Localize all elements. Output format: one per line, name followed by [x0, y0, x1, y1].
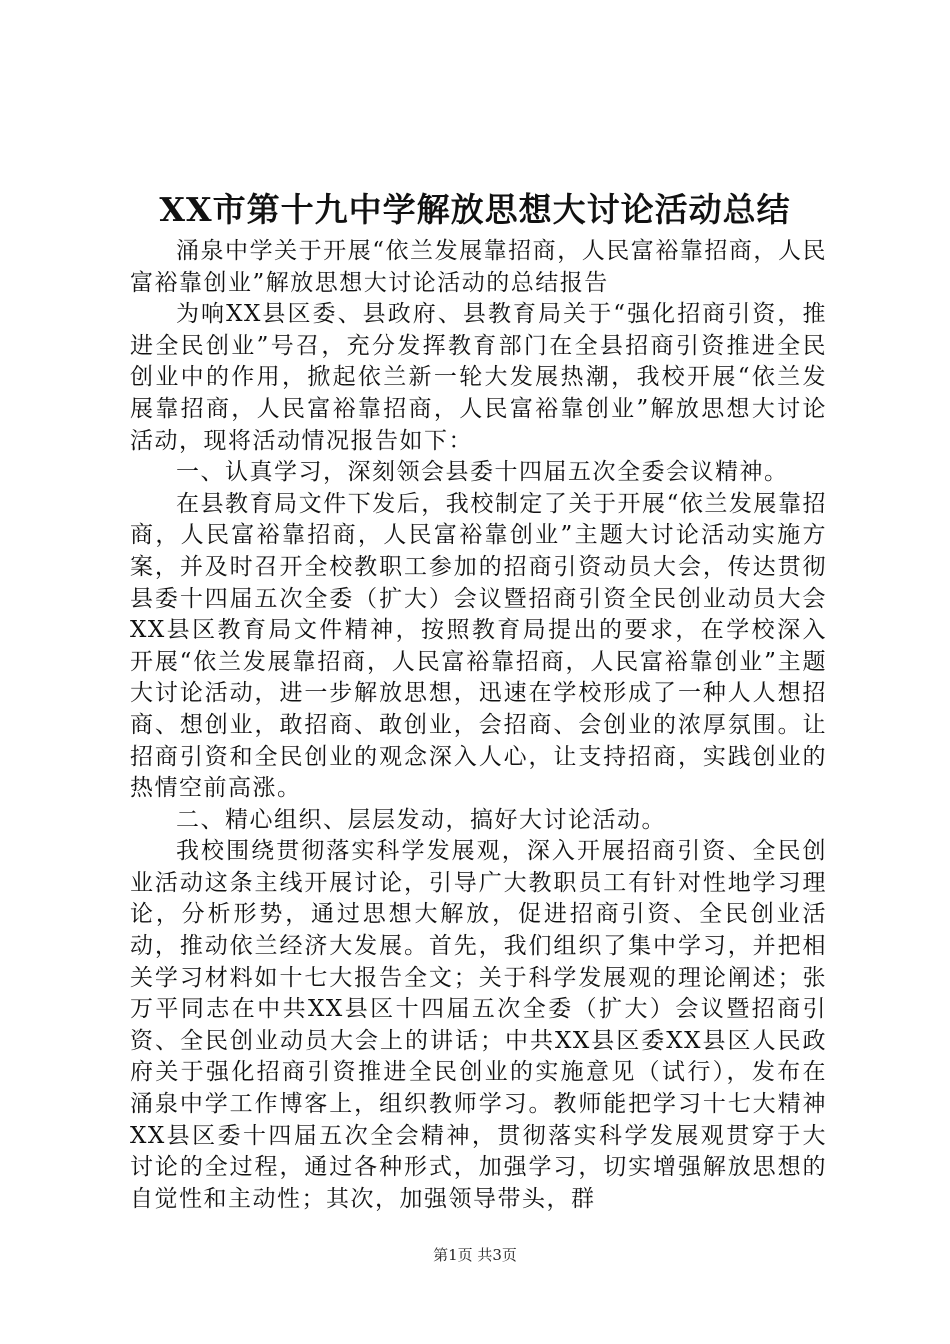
section-heading-2: 二、精心组织、层层发动，搞好大讨论活动。	[176, 806, 666, 833]
section-heading-1: 一、认真学习，深刻领会县委十四届五次全委会议精神。	[176, 459, 789, 486]
paragraph-background: 为响XX县区委、县政府、县教育局关于“强化招商引资，推进全民创业”号召，充分发挥教育部门在全县招商引资推进全民创业中的作用，掀起依兰新一轮大发展热潮，我校开展“依兰发展靠招商，人民富裕靠招商，人民富裕靠创业”解放思想大讨论活动，现将活动情况报告如下：	[130, 301, 827, 454]
paragraph-section-1: 在县教育局文件下发后，我校制定了关于开展“依兰发展靠招商，人民富裕靠招商，人民富裕靠创业”主题大讨论活动实施方案，并及时召开全校教职工参加的招商引资动员大会，传达贯彻县委十四届五次全委（扩大）会议暨招商引资全民创业动员大会XX县区教育局文件精神，按照教育局提出的要求，在学校深入开展“依兰发展靠招商，人民富裕靠招商，人民富裕靠创业”主题大讨论活动，进一步解放思想，迅速在学校形成了一种人人想招商、想创业，敢招商、敢创业，会招商、会创业的浓厚氛围。让招商引资和全民创业的观念深入人心，让支持招商，实践创业的热情空前高涨。	[130, 490, 827, 802]
page-footer: 第1页 共3页	[433, 1246, 517, 1264]
paragraph-section-2: 我校围绕贯彻落实科学发展观，深入开展招商引资、全民创业活动这条主线开展讨论，引导广大教职员工有针对性地学习理论，分析形势，通过思想大解放，促进招商引资、全民创业活动，推动依兰经济大发展。首先，我们组织了集中学习，并把相关学习材料如十七大报告全文；关于科学发展观的理论阐述；张万平同志在中共XX县区十四届五次全委（扩大）会议暨招商引资、全民创业动员大会上的讲话；中共XX县区委XX县区人民政府关于强化招商引资推进全民创业的实施意见（试行），发布在涌泉中学工作博客上，组织教师学习。教师能把学习十七大精神XX县区委十四届五次全会精神，贯彻落实科学发展观贯穿于大讨论的全过程，通过各种形式，加强学习，切实增强解放思想的自觉性和主动性；其次，加强领导带头，群	[130, 838, 827, 1212]
paragraph-intro: 涌泉中学关于开展“依兰发展靠招商，人民富裕靠招商，人民富裕靠创业”解放思想大讨论活动的总结报告	[130, 238, 827, 296]
document-body	[130, 236, 827, 1215]
document-title: XX市第十九中学解放思想大讨论活动总结	[159, 190, 791, 229]
